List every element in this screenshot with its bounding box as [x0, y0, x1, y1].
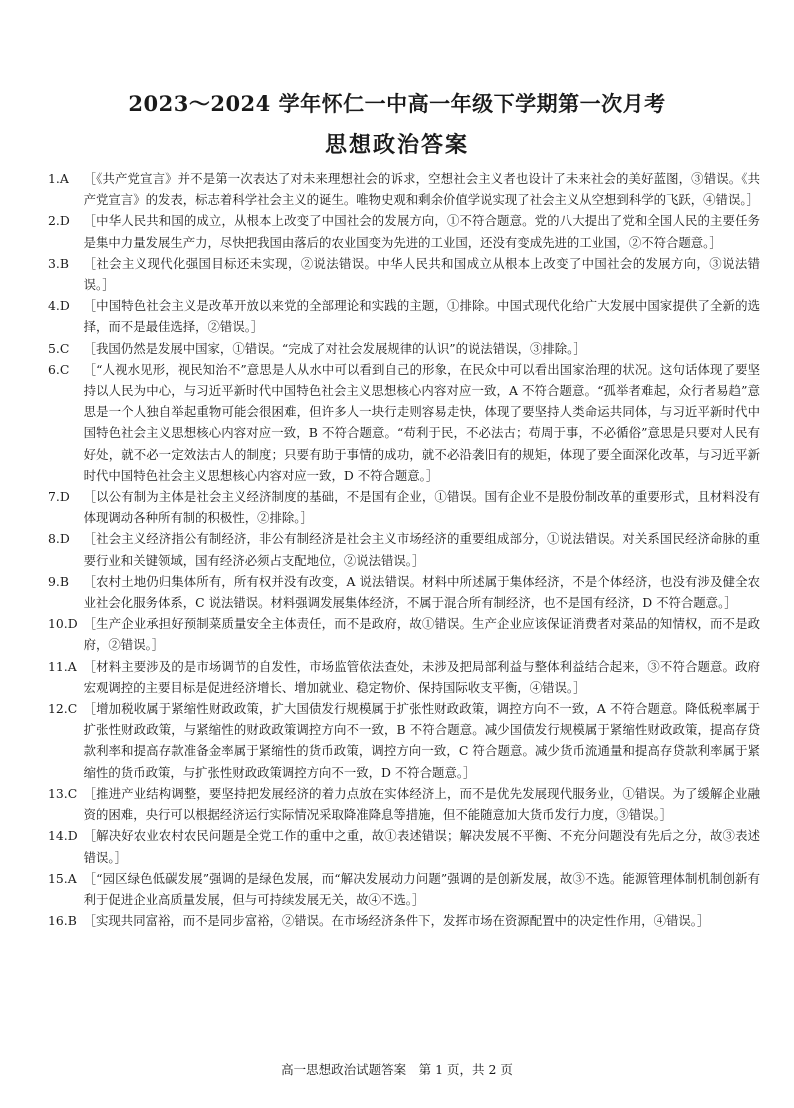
answer-item — [48, 825, 760, 867]
answer-number: 8.D — [48, 531, 70, 547]
answer-item — [48, 359, 760, 486]
answer-number: 9.B — [48, 573, 69, 589]
answer-explanation: ［生产企业承担好预制菜质量安全主体责任，而不是政府，故①错误。生产企业应该保证消费者对菜品的知情权，而不是政府，②错误。］ — [83, 616, 760, 653]
answer-explanation: ［推进产业结构调整，要坚持把发展经济的着力点放在实体经济上，而不是优先发展现代服务业，①错误。为了缓解企业融资的困难，央行可以根据经济运行实际情况采取降准降息等措施，但不能随意加大货币发行力度，③错误。］ — [83, 785, 760, 823]
answer-number: 4.D — [48, 298, 70, 314]
answer-item — [48, 253, 760, 295]
answer-number: 2.D — [48, 213, 70, 229]
answer-number: 13.C — [48, 785, 78, 801]
answer-explanation: ［材料主要涉及的是市场调节的自发性，市场监管依法查处，未涉及把局部利益与整体利益结合起来，③不符合题意。政府宏观调控的主要目标是促进经济增长、增加就业、稳定物价、保持国际收支平衡，④错误。］ — [83, 658, 760, 695]
answer-explanation: ［社会主义经济指公有制经济，非公有制经济是社会主义市场经济的重要组成部分，①说法错误。对关系国民经济命脉的重要行业和关键领域，国有经济必须占支配地位，②说法错误。］ — [83, 531, 760, 568]
answer-item — [48, 868, 760, 910]
answer-number: 10.D — [48, 616, 78, 632]
answer-list — [48, 168, 760, 931]
answer-item — [48, 210, 760, 252]
answer-item — [48, 698, 760, 783]
answer-item — [48, 486, 760, 528]
page-title: 2023～2024 学年怀仁一中高一年级下学期第一次月考 — [128, 91, 666, 116]
answer-number: 12.C — [48, 701, 78, 717]
answer-item — [48, 168, 760, 210]
answer-explanation: ［“园区绿色低碳发展”强调的是绿色发展，而“解决发展动力问题”强调的是创新发展，故③不选。能源管理体制机制创新有利于促进企业高质量发展，但与可持续发展无关，故④不选。］ — [83, 870, 760, 907]
answer-number: 1.A — [48, 171, 69, 186]
answer-explanation: ［解决好农业农村农民问题是全党工作的重中之重，故①表述错误；解决发展不平衡、不充分问题没有先后之分，故③表述错误。］ — [83, 828, 760, 865]
answer-number: 15.A — [48, 870, 77, 886]
answer-item — [48, 783, 760, 825]
answer-item — [48, 295, 760, 337]
answer-number: 16.B — [48, 913, 77, 929]
answer-explanation: ［我国仍然是发展中国家，①错误。“完成了对社会发展规律的认识”的说法错误，③排除。］ — [83, 340, 586, 356]
answer-explanation: ［中国特色社会主义是改革开放以来党的全部理论和实践的主题，①排除。中国式现代化给广大发展中国家提供了全新的选择，而不是最佳选择，②错误。］ — [83, 298, 760, 335]
answer-number: 3.B — [48, 255, 69, 271]
answer-explanation: ［以公有制为主体是社会主义经济制度的基础，不是国有企业，①错误。国有企业不是股份制改革的重要形式，且材料没有体现调动各种所有制的积极性，②排除。］ — [83, 489, 760, 526]
page-subtitle: 思想政治答案 — [324, 132, 469, 158]
answer-explanation: ［增加税收属于紧缩性财政政策，扩大国债发行规模属于扩张性财政政策，调控方向不一致，A 不符合题意。降低税率属于扩张性财政政策，与紧缩性的财政政策调控方向不一致，B 不符合题意。减少国债发行规模属于紧缩性财政政策，提高存贷款利率和提高存款准备金率属于紧缩性的货币政策，调控方向一致，C 符合题意。减少货币流通量和提高存贷款利率属于紧缩性的货币政策，与扩张性财政政策调控方向不一致，D 不符合题意。］ — [83, 701, 760, 780]
answer-item — [48, 528, 760, 570]
answer-explanation: ［实现共同富裕，而不是同步富裕，②错误。在市场经济条件下，发挥市场在资源配置中的决定性作用，④错误。］ — [83, 913, 710, 929]
answer-explanation: ［《共产党宣言》并不是第一次表达了对未来理想社会的诉求，空想社会主义者也设计了未来社会的美好蓝图，③错误。《共产党宣言》的发表，标志着科学社会主义的诞生。唯物史观和剩余价值学说实现了社会主义从空想到科学的飞跃，④错误。］ — [83, 171, 760, 208]
answer-number: 7.D — [48, 489, 70, 505]
answer-explanation: ［社会主义现代化强国目标还未实现，②说法错误。中华人民共和国成立从根本上改变了中国社会的发展方向，③说法错误。］ — [83, 255, 760, 293]
answer-explanation: ［“人视水见形，视民知治不”意思是人从水中可以看到自己的形象，在民众中可以看出国家治理的状况。这句话体现了要坚持以人民为中心，与习近平新时代中国特色社会主义思想核心内容对应一致，A 不符合题意。“孤举者难起，众行者易趋”意思是一个人独自举起重物可能会很困难，但许多人一块行走则容易走快，体现了要坚持人类命运共同体，与习近平新时代中国特色社会主义思想核心内容对应一致，B 不符合题意。“苟利于民，不必法古；苟周于事，不必循俗”意思是只要对人民有好处，就不必一定效法古人的制度；只要有助于事情的成功，就不必沿袭旧有的规矩，体现了要全面深化改革，与习近平新时代中国特色社会主义思想核心内容对应一致，D 不符合题意。］ — [83, 361, 760, 483]
answer-item — [48, 613, 760, 655]
answer-item — [48, 910, 760, 931]
answer-number: 6.C — [48, 361, 70, 377]
answer-number: 14.D — [48, 828, 78, 844]
answer-number: 5.C — [48, 340, 70, 356]
answer-number: 11.A — [48, 658, 77, 674]
answer-item — [48, 656, 760, 698]
page-footer: 高一思想政治试题答案 第 1 页，共 2 页 — [281, 1062, 513, 1077]
answer-item — [48, 338, 760, 359]
answer-explanation: ［农村土地仍归集体所有，所有权并没有改变，A 说法错误。材料中所述属于集体经济，不是个体经济，也没有涉及健全农业社会化服务体系，C 说法错误。材料强调发展集体经济，不属于混合所有制经济，也不是国有经济，D 不符合题意。］ — [83, 573, 760, 611]
answer-explanation: ［中华人民共和国的成立，从根本上改变了中国社会的发展方向，①不符合题意。党的八大提出了党和全国人民的主要任务是集中力量发展生产力，尽快把我国由落后的农业国变为先进的工业国，还没有变成先进的工业国，②不符合题意。］ — [83, 213, 760, 250]
answer-item — [48, 571, 760, 613]
